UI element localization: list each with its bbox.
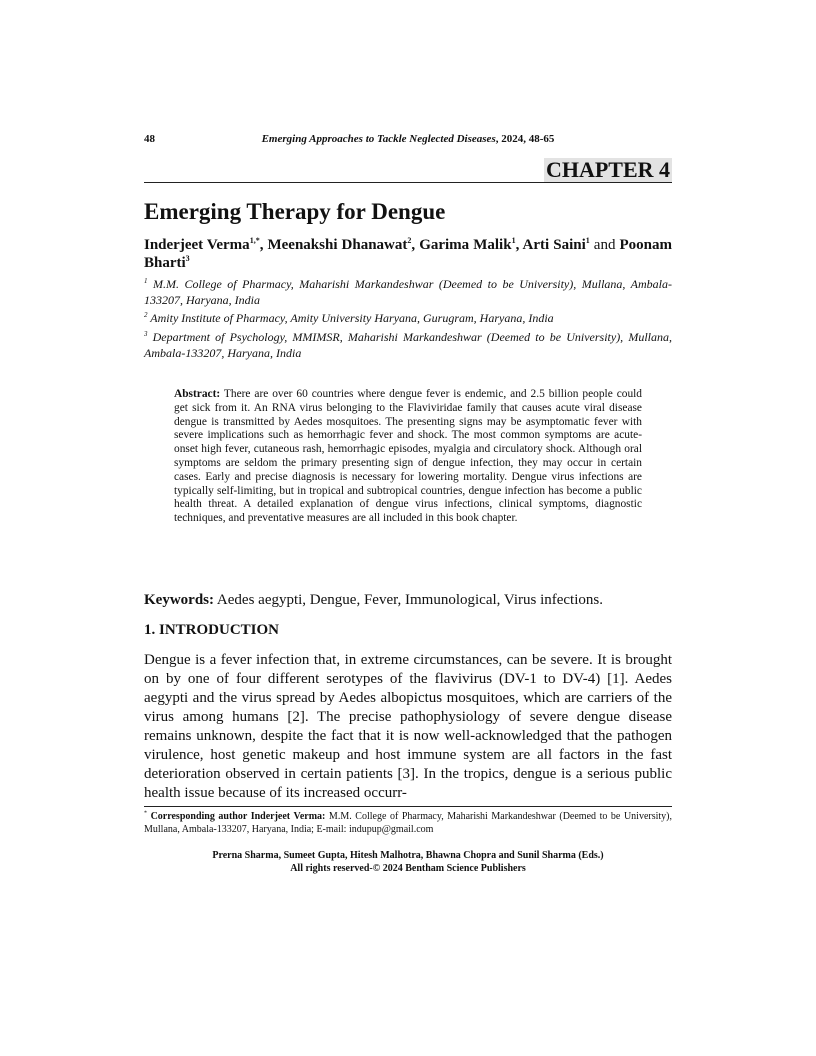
author-name: Meenakshi Dhanawat [267,237,408,253]
page-number: 48 [144,133,155,145]
section-heading: 1. INTRODUCTION [144,622,280,638]
author-affiliation-marker: 1 [585,236,590,245]
footnote-marker: * [144,810,147,817]
author-affiliation-marker: 2 [407,236,412,245]
authors-and: and [593,237,616,253]
author-name: Garima Malik [419,237,512,253]
author-name: Poonam Bharti [144,237,673,271]
affiliation [144,311,672,327]
author-affiliation-marker: 3 [185,254,190,263]
affiliation-marker: 2 [144,311,148,319]
running-head [144,133,672,149]
abstract-label: Abstract: [174,388,221,400]
footnote-text: M.M. College of Pharmacy, Maharishi Markandeshwar (Deemed to be University), Mullana, Ambala-133207, Haryana, India; E-mail: indupup@gmail.com [144,811,672,835]
keywords-label: Keywords: [144,592,214,608]
affiliation [144,277,672,308]
affiliation-text: Department of Psychology, MMIMSR, Maharishi Markandeshwar (Deemed to be University), Mullana, Ambala-133207, Haryana, India [144,330,672,360]
footnote-label: Corresponding author Inderjeet Verma: [147,811,326,822]
journal-title [144,133,672,145]
body-paragraph: Dengue is a fever infection that, in extreme circumstances, can be severe. It is brought on by one of four different serotypes of the flavivirus (DV-1 to DV-4) [1]. Aedes aegypti and the virus spread by Aedes albopictus mosquitoes, which are carriers of the virus among humans [2]. The precise pathophysiology of severe dengue disease remains unknown, despite the fact that it is now well-acknowledged that the pathogen virulence, host genetic makeup and host immune system are all factors in the fast deterioration observed in certain patients [3]. In the tropics, dengue is a serious public health issue because of its increased occurr- [144,652,672,801]
editors-line: Prerna Sharma, Sumeet Gupta, Hitesh Malhotra, Bhawna Chopra and Sunil Sharma (Eds.) [212,850,604,861]
journal-year-pages: , 2024, 48-65 [495,133,555,145]
chapter-title: Emerging Therapy for Dengue [144,199,446,224]
chapter-rule [144,182,672,183]
abstract [174,388,642,526]
publisher-credits [144,850,672,875]
chapter-label: CHAPTER 4 [545,157,670,182]
keywords [144,591,672,609]
affiliation-text: Amity Institute of Pharmacy, Amity University Haryana, Gurugram, Haryana, India [147,311,554,325]
keywords-text: Aedes aegypti, Dengue, Fever, Immunological, Virus infections. [214,592,603,608]
affiliation-marker: 3 [144,330,148,338]
journal-name: Emerging Approaches to Tackle Neglected Diseases [261,133,496,145]
author-affiliation-marker: 1,* [249,236,260,245]
affiliation [144,330,672,361]
author-name: Inderjeet Verma [144,237,250,253]
affiliation-text: M.M. College of Pharmacy, Maharishi Markandeshwar (Deemed to be University), Mullana, Ambala-133207, Haryana, India [144,277,672,307]
rights-line: All rights reserved-© 2024 Bentham Science Publishers [290,862,526,874]
author-list: Inderjeet Verma$^{1,*}$, Meenakshi Dhanawat$^2$, Garima Malik$^1$, Arti Saini$^1$ and Poonam Bharti$^3$ [144,236,673,271]
author-name: Arti Saini [522,237,586,253]
abstract-text: There are over 60 countries where dengue fever is endemic, and 2.5 billion people could get sick from it. An RNA virus belonging to the Flaviviridae family that causes acute viral disease dengue is transmitted by Aedes mosquitoes. The presenting signs may be asymptomatic fever with severe implications such as hemorrhagic fever and shock. The most common symptoms are acute-onset high fever, cutaneous rash, hemorrhagic episodes, myalgia and circulatory shock. Although oral symptoms are seldom the primary presenting sign of dengue infection, they may occur in certain cases. Early and precise diagnosis is necessary for lowering mortality. Dengue virus infections are typically self-limiting, but in tropical and subtropical countries, dengue infection has become a public health threat. A detailed explanation of dengue virus infections, clinical symptoms, diagnostic techniques, and preventative measures are all included in this book chapter. [174,388,642,525]
footnote [144,811,672,836]
affiliation-marker: 1 [144,277,148,285]
footnote-rule [144,806,672,807]
author-affiliation-marker: 1 [511,236,516,245]
